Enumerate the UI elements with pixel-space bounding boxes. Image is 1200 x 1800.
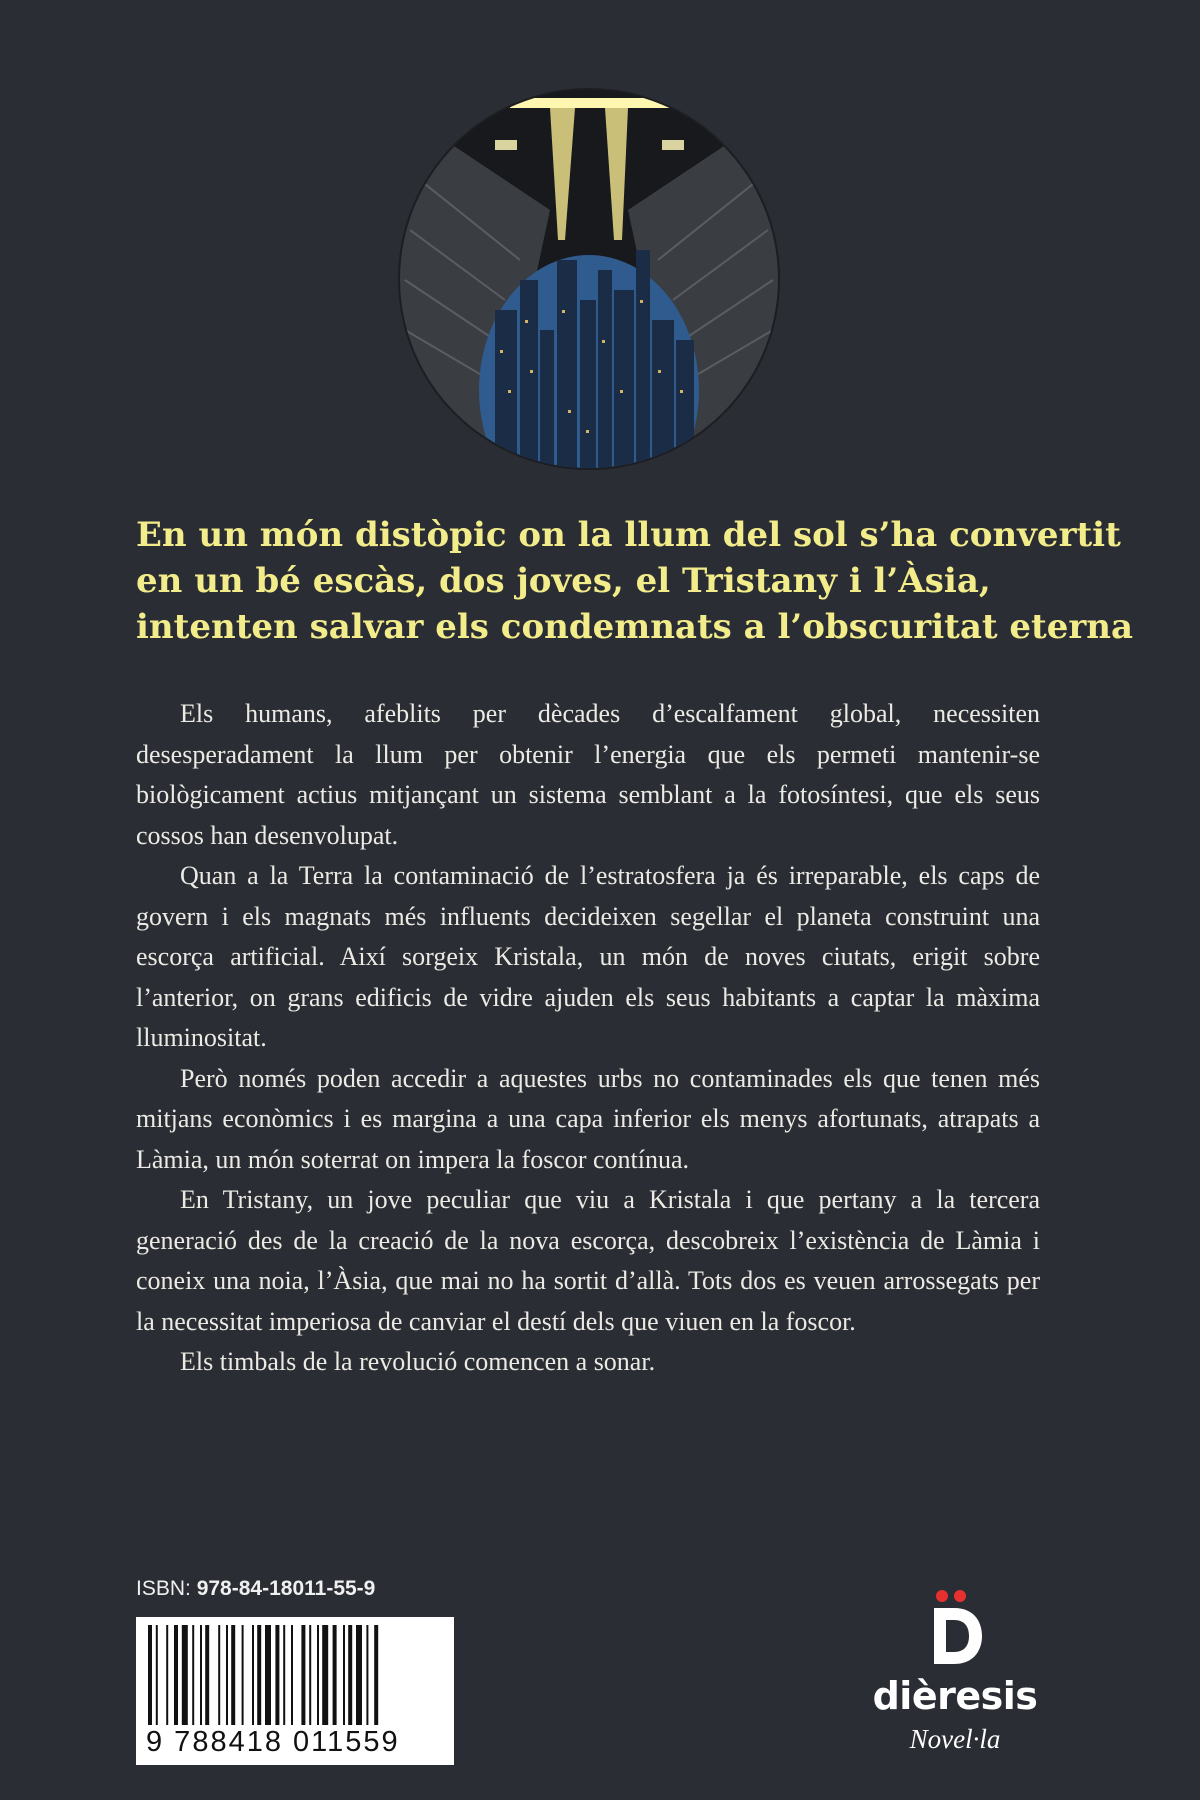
barcode-digits: 9 788418 011559 — [146, 1726, 400, 1758]
publisher — [860, 1588, 1050, 1756]
tagline-line: en un bé escàs, dos joves, el Tristany i l’Àsia, — [136, 561, 991, 601]
tagline-line: intenten salvar els condemnats a l’obscuritat eterna — [136, 607, 1134, 647]
blurb — [136, 694, 1040, 1383]
blurb-paragraph: Però només poden accedir a aquestes urbs no contaminades els que tenen més mitjans econòmics i es margina a una capa inferior els menys afortunats, atrapats a Làmia, un món soterrat on impera la foscor contínua. — [136, 1063, 1040, 1174]
blurb-paragraph: Els humans, afeblits per dècades d’escalfament global, necessiten desesperadament la llum per obtenir l’energia que els permeti mantenir-se biològicament actius mitjançant un sistema semblant a la fotosíntesi, que els seus cossos han desenvolupat. — [136, 699, 1040, 850]
isbn-label: ISBN: — [136, 1577, 191, 1600]
isbn-line — [136, 1577, 375, 1601]
publisher-name: dièresis — [872, 1674, 1038, 1718]
barcode — [136, 1617, 454, 1765]
blurb-paragraph: Quan a la Terra la contaminació de l’estratosfera ja és irreparable, els caps de govern i els magnats més influents decideixen segellar el planeta construint una escorça artificial. Així sorgeix Kristala, un món de noves ciutats, erigit sobre l’anterior, on grans edificis de vidre ajuden els seus habitants a captar la màxima lluminositat. — [136, 861, 1040, 1052]
tagline — [136, 512, 1134, 650]
blurb-paragraph: Els timbals de la revolució comencen a sonar. — [180, 1347, 656, 1376]
collection-name: Novel·la — [909, 1724, 1001, 1754]
publisher-logo-icon — [920, 1588, 990, 1668]
cover-image — [400, 90, 778, 468]
tagline-line: En un món distòpic on la llum del sol s’ha convertit — [136, 515, 1121, 555]
blurb-paragraph: En Tristany, un jove peculiar que viu a Kristala i que pertany a la tercera generació des de la creació de la nova escorça, descobreix l’existència de Làmia i coneix una noia, l’Àsia, que mai no ha sortit d’allà. Tots dos es veuen arrossegats per la necessitat imperiosa de canviar el destí dels que viuen en la foscor. — [136, 1185, 1040, 1336]
isbn-number: 978-84-18011-55-9 — [196, 1577, 376, 1600]
